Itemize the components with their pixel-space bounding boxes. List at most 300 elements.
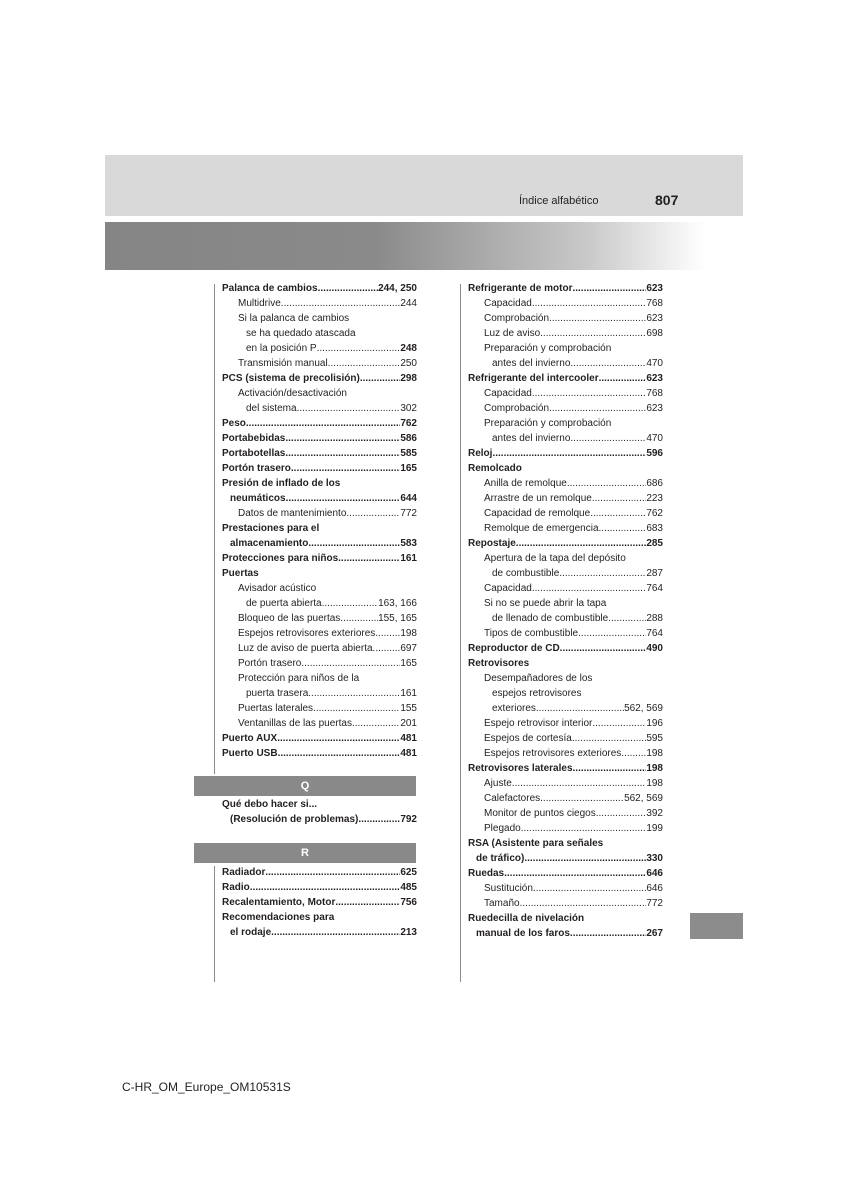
left-index-column [222, 281, 417, 761]
leader-dots [375, 626, 400, 641]
entry-page-number: 481 [400, 748, 417, 759]
entry-label: Portón trasero [238, 658, 302, 669]
leader-dots [570, 356, 646, 371]
entry-page-number: 623 [646, 373, 663, 384]
entry-page-number: 288 [646, 613, 663, 624]
leader-dots [520, 896, 647, 911]
leader-dots [285, 446, 400, 461]
leader-dots [599, 521, 647, 536]
leader-dots [567, 476, 646, 491]
entry-label: Arrastre de un remolque [484, 493, 592, 504]
entry-page-number: 165 [400, 658, 417, 669]
index-entry [222, 910, 417, 925]
leader-dots [352, 716, 400, 731]
index-entry [222, 401, 417, 416]
leader-dots [559, 566, 646, 581]
entry-label: Capacidad de remolque [484, 508, 591, 519]
index-entry [468, 791, 663, 806]
index-entry [222, 581, 417, 596]
entry-page-number: 470 [646, 433, 663, 444]
entry-page-number: 481 [400, 733, 417, 744]
index-entry [222, 476, 417, 491]
entry-label: Capacidad [484, 298, 532, 309]
entry-label: Ventanillas de las puertas [238, 718, 352, 729]
index-entry [468, 656, 663, 671]
index-entry [222, 925, 417, 940]
entry-label: Qué debo hacer si... [222, 799, 318, 810]
right-index-column [468, 281, 663, 941]
entry-label: se ha quedado atascada [246, 328, 356, 339]
entry-label: Avisador acústico [238, 583, 317, 594]
index-entry [222, 431, 417, 446]
entry-label: antes del invierno [492, 358, 571, 369]
entry-page-number: 244, 250 [378, 283, 417, 294]
leader-dots [540, 326, 646, 341]
leader-dots [532, 386, 647, 401]
leader-dots [297, 401, 401, 416]
leader-dots [590, 506, 646, 521]
entry-label: Prestaciones para el [222, 523, 320, 534]
index-entry [468, 371, 663, 386]
index-entry [468, 401, 663, 416]
entry-page-number: 764 [646, 583, 663, 594]
index-entry [468, 431, 663, 446]
entry-label: Luz de aviso [484, 328, 541, 339]
leader-dots [532, 296, 647, 311]
left-margin-rule-lower [214, 866, 215, 982]
leader-dots [570, 926, 646, 941]
index-entry [468, 896, 663, 911]
index-entry [222, 461, 417, 476]
index-entry [222, 281, 417, 296]
entry-page-number: 772 [400, 508, 417, 519]
index-entry [468, 341, 663, 356]
entry-label: Espejos retrovisores exteriores [484, 748, 622, 759]
entry-page-number: 470 [646, 358, 663, 369]
entry-label: exteriores [492, 703, 536, 714]
entry-label: Puertas laterales [238, 703, 314, 714]
leader-dots [492, 446, 646, 461]
entry-label: Radiador [222, 867, 266, 878]
entry-label: el rodaje [230, 927, 272, 938]
entry-page-number: 585 [400, 448, 417, 459]
leader-dots [335, 895, 400, 910]
entry-label: Bloqueo de las puertas [238, 613, 341, 624]
entry-page-number: 248 [400, 343, 417, 354]
index-entry [468, 806, 663, 821]
entry-page-number: 267 [646, 928, 663, 939]
index-entry [468, 296, 663, 311]
index-entry [222, 671, 417, 686]
entry-label: en la posición P [246, 343, 317, 354]
leader-dots [560, 641, 647, 656]
index-entry [468, 701, 663, 716]
entry-label: Preparación y comprobación [484, 418, 612, 429]
entry-label: Retrovisores laterales [468, 763, 573, 774]
leader-dots [524, 851, 646, 866]
entry-label: Capacidad [484, 583, 532, 594]
index-entry [222, 311, 417, 326]
entry-label: almacenamiento [230, 538, 309, 549]
entry-label: de puerta abierta [246, 598, 322, 609]
entry-page-number: 683 [646, 523, 663, 534]
index-entry [222, 611, 417, 626]
entry-page-number: 698 [646, 328, 663, 339]
entry-label: de tráfico) [476, 853, 525, 864]
index-entry [222, 341, 417, 356]
index-entry [468, 386, 663, 401]
entry-page-number: 161 [400, 688, 417, 699]
entry-page-number: 490 [646, 643, 663, 654]
entry-label: Presión de inflado de los [222, 478, 341, 489]
entry-page-number: 196 [646, 718, 663, 729]
entry-label: Datos de mantenimiento [238, 508, 347, 519]
entry-page-number: 198 [646, 778, 663, 789]
entry-page-number: 762 [646, 508, 663, 519]
leader-dots [532, 581, 647, 596]
entry-label: Tamaño [484, 898, 520, 909]
entry-page-number: 686 [646, 478, 663, 489]
index-entry [222, 386, 417, 401]
leader-dots [360, 371, 400, 386]
index-entry [468, 281, 663, 296]
leader-dots [278, 746, 401, 761]
entry-label: Si no se puede abrir la tapa [484, 598, 607, 609]
index-entry [222, 506, 417, 521]
entry-label: Comprobación [484, 403, 550, 414]
index-entry [468, 416, 663, 431]
index-entry [222, 626, 417, 641]
left-margin-rule [214, 284, 215, 774]
leader-dots [540, 791, 624, 806]
entry-page-number: 596 [646, 448, 663, 459]
index-entry [222, 536, 417, 551]
index-entry [468, 671, 663, 686]
index-entry [222, 296, 417, 311]
entry-page-number: 562, 569 [624, 703, 663, 714]
entry-page-number: 213 [400, 927, 417, 938]
index-entry [222, 716, 417, 731]
entry-label: Anilla de remolque [484, 478, 567, 489]
entry-page-number: 562, 569 [624, 793, 663, 804]
entry-label: Tipos de combustible [484, 628, 579, 639]
leader-dots [608, 611, 646, 626]
document-code: C-HR_OM_Europe_OM10531S [122, 1080, 291, 1094]
entry-label: Comprobación [484, 313, 550, 324]
entry-label: Multidrive [238, 298, 281, 309]
index-entry [468, 776, 663, 791]
entry-page-number: 201 [400, 718, 417, 729]
index-entry [468, 641, 663, 656]
index-entry [468, 521, 663, 536]
index-entry [468, 746, 663, 761]
leader-dots [322, 596, 378, 611]
entry-page-number: 302 [400, 403, 417, 414]
entry-page-number: 623 [646, 403, 663, 414]
entry-label: Puerto USB [222, 748, 278, 759]
leader-dots [358, 812, 400, 827]
leader-dots [549, 311, 646, 326]
entry-label: manual de los faros [476, 928, 570, 939]
entry-page-number: 625 [400, 867, 417, 878]
entry-label: Recomendaciones para [222, 912, 335, 923]
index-entry [468, 311, 663, 326]
leader-dots [504, 866, 646, 881]
entry-label: Desempañadores de los [484, 673, 593, 684]
q-index-column [222, 797, 417, 827]
entry-label: puerta trasera [246, 688, 309, 699]
entry-page-number: 792 [400, 814, 417, 825]
leader-dots [572, 731, 646, 746]
index-entry [468, 581, 663, 596]
entry-label: Sustitución [484, 883, 533, 894]
leader-dots [596, 806, 647, 821]
entry-page-number: 697 [400, 643, 417, 654]
index-entry [468, 911, 663, 926]
section-letter-q: Q [194, 776, 416, 796]
header-band [105, 155, 743, 216]
entry-label: Activación/desactivación [238, 388, 347, 399]
entry-page-number: 623 [646, 313, 663, 324]
leader-dots [271, 925, 400, 940]
leader-dots [308, 536, 400, 551]
entry-label: (Resolución de problemas) [230, 814, 359, 825]
index-entry [222, 656, 417, 671]
entry-label: Puerto AUX [222, 733, 278, 744]
index-entry [222, 326, 417, 341]
entry-page-number: 198 [646, 763, 663, 774]
entry-label: Ruedecilla de nivelación [468, 913, 585, 924]
section-letter-r: R [194, 843, 416, 863]
index-entry [222, 566, 417, 581]
index-entry [468, 536, 663, 551]
entry-page-number: 161 [400, 553, 417, 564]
index-entry [468, 551, 663, 566]
leader-dots [308, 686, 400, 701]
entry-label: Espejos de cortesía [484, 733, 572, 744]
entry-label: Protección para niños de la [238, 673, 360, 684]
entry-label: Retrovisores [468, 658, 530, 669]
leader-dots [516, 536, 647, 551]
leader-dots [592, 491, 646, 506]
entry-label: Refrigerante del intercooler [468, 373, 599, 384]
leader-dots [536, 701, 624, 716]
entry-label: Recalentamiento, Motor [222, 897, 336, 908]
entry-page-number: 772 [646, 898, 663, 909]
entry-label: Remolcado [468, 463, 522, 474]
leader-dots [533, 881, 646, 896]
entry-label: Calefactores [484, 793, 541, 804]
leader-dots [286, 491, 401, 506]
leader-dots [578, 626, 646, 641]
entry-label: Luz de aviso de puerta abierta [238, 643, 373, 654]
entry-page-number: 155, 165 [378, 613, 417, 624]
leader-dots [338, 551, 400, 566]
index-entry [468, 761, 663, 776]
entry-label: Refrigerante de motor [468, 283, 573, 294]
entry-label: Peso [222, 418, 246, 429]
entry-label: del sistema [246, 403, 297, 414]
entry-label: Palanca de cambios [222, 283, 318, 294]
entry-page-number: 198 [646, 748, 663, 759]
index-entry [222, 416, 417, 431]
leader-dots [313, 701, 400, 716]
entry-label: Reloj [468, 448, 493, 459]
entry-page-number: 762 [400, 418, 417, 429]
entry-label: de combustible [492, 568, 560, 579]
entry-label: PCS (sistema de precolisión) [222, 373, 360, 384]
entry-label: Apertura de la tapa del depósito [484, 553, 626, 564]
leader-dots [572, 281, 646, 296]
entry-label: Transmisión manual [238, 358, 328, 369]
entry-label: Portón trasero [222, 463, 291, 474]
entry-page-number: 155 [400, 703, 417, 714]
leader-dots [285, 431, 400, 446]
entry-label: antes del invierno [492, 433, 571, 444]
leader-dots [250, 880, 401, 895]
index-entry [222, 551, 417, 566]
index-entry [468, 731, 663, 746]
entry-label: Remolque de emergencia [484, 523, 599, 534]
entry-page-number: 223 [646, 493, 663, 504]
entry-page-number: 644 [400, 493, 417, 504]
leader-dots [340, 611, 378, 626]
entry-label: Portabebidas [222, 433, 286, 444]
entry-page-number: 485 [400, 882, 417, 893]
entry-label: Reproductor de CD [468, 643, 560, 654]
index-entry [222, 521, 417, 536]
leader-dots [281, 296, 401, 311]
index-entry [468, 716, 663, 731]
index-entry [222, 596, 417, 611]
entry-label: RSA (Asistente para señales [468, 838, 604, 849]
entry-page-number: 586 [400, 433, 417, 444]
index-entry [468, 476, 663, 491]
entry-page-number: 595 [646, 733, 663, 744]
index-entry [468, 881, 663, 896]
leader-dots [318, 281, 378, 296]
entry-page-number: 768 [646, 388, 663, 399]
entry-label: Protecciones para niños [222, 553, 339, 564]
index-entry [468, 611, 663, 626]
entry-label: Espejos retrovisores exteriores [238, 628, 376, 639]
leader-dots [573, 761, 647, 776]
index-entry [222, 491, 417, 506]
index-entry [468, 851, 663, 866]
entry-page-number: 165 [400, 463, 417, 474]
entry-page-number: 285 [646, 538, 663, 549]
index-entry [222, 797, 417, 812]
entry-page-number: 756 [400, 897, 417, 908]
entry-label: Repostaje [468, 538, 516, 549]
leader-dots [301, 656, 400, 671]
index-entry [468, 326, 663, 341]
leader-dots [346, 506, 400, 521]
leader-dots [570, 431, 646, 446]
entry-page-number: 250 [400, 358, 417, 369]
index-entry [222, 865, 417, 880]
entry-page-number: 392 [646, 808, 663, 819]
column-divider [460, 284, 461, 982]
index-entry [222, 701, 417, 716]
entry-label: Ajuste [484, 778, 512, 789]
entry-label: Radio [222, 882, 250, 893]
index-entry [222, 371, 417, 386]
entry-label: Monitor de puntos ciegos [484, 808, 596, 819]
index-entry [468, 596, 663, 611]
entry-page-number: 199 [646, 823, 663, 834]
entry-page-number: 244 [400, 298, 417, 309]
index-entry [222, 895, 417, 910]
thumb-index-tab [690, 913, 743, 939]
entry-page-number: 198 [400, 628, 417, 639]
index-entry [468, 566, 663, 581]
leader-dots [246, 416, 400, 431]
leader-dots [512, 776, 647, 791]
index-entry [468, 491, 663, 506]
index-entry [222, 731, 417, 746]
index-entry [222, 812, 417, 827]
entry-page-number: 646 [646, 883, 663, 894]
index-entry [468, 506, 663, 521]
leader-dots [599, 371, 647, 386]
index-entry [468, 821, 663, 836]
entry-label: de llenado de combustible [492, 613, 609, 624]
index-entry [468, 836, 663, 851]
leader-dots [277, 731, 400, 746]
page-number: 807 [655, 192, 679, 208]
entry-label: Portabotellas [222, 448, 286, 459]
entry-page-number: 163, 166 [378, 598, 417, 609]
index-entry [222, 356, 417, 371]
section-title: Índice alfabético [519, 195, 599, 207]
leader-dots [317, 341, 401, 356]
entry-page-number: 646 [646, 868, 663, 879]
index-entry [468, 926, 663, 941]
leader-dots [291, 461, 400, 476]
entry-label: espejos retrovisores [492, 688, 582, 699]
leader-dots [373, 641, 401, 656]
entry-label: Si la palanca de cambios [238, 313, 350, 324]
leader-dots [328, 356, 401, 371]
entry-page-number: 287 [646, 568, 663, 579]
entry-label: Espejo retrovisor interior [484, 718, 593, 729]
entry-label: neumáticos [230, 493, 286, 504]
index-entry [222, 746, 417, 761]
entry-label: Capacidad [484, 388, 532, 399]
leader-dots [592, 716, 646, 731]
entry-page-number: 764 [646, 628, 663, 639]
index-entry [222, 686, 417, 701]
leader-dots [549, 401, 646, 416]
index-entry [468, 356, 663, 371]
entry-page-number: 623 [646, 283, 663, 294]
index-entry [222, 880, 417, 895]
entry-page-number: 330 [646, 853, 663, 864]
entry-page-number: 298 [400, 373, 417, 384]
index-entry [468, 461, 663, 476]
index-entry [468, 686, 663, 701]
index-entry [222, 641, 417, 656]
leader-dots [265, 865, 400, 880]
r-index-column [222, 865, 417, 940]
index-entry [468, 866, 663, 881]
entry-label: Puertas [222, 568, 259, 579]
entry-page-number: 583 [400, 538, 417, 549]
index-entry [468, 446, 663, 461]
entry-label: Ruedas [468, 868, 505, 879]
leader-dots [521, 821, 647, 836]
